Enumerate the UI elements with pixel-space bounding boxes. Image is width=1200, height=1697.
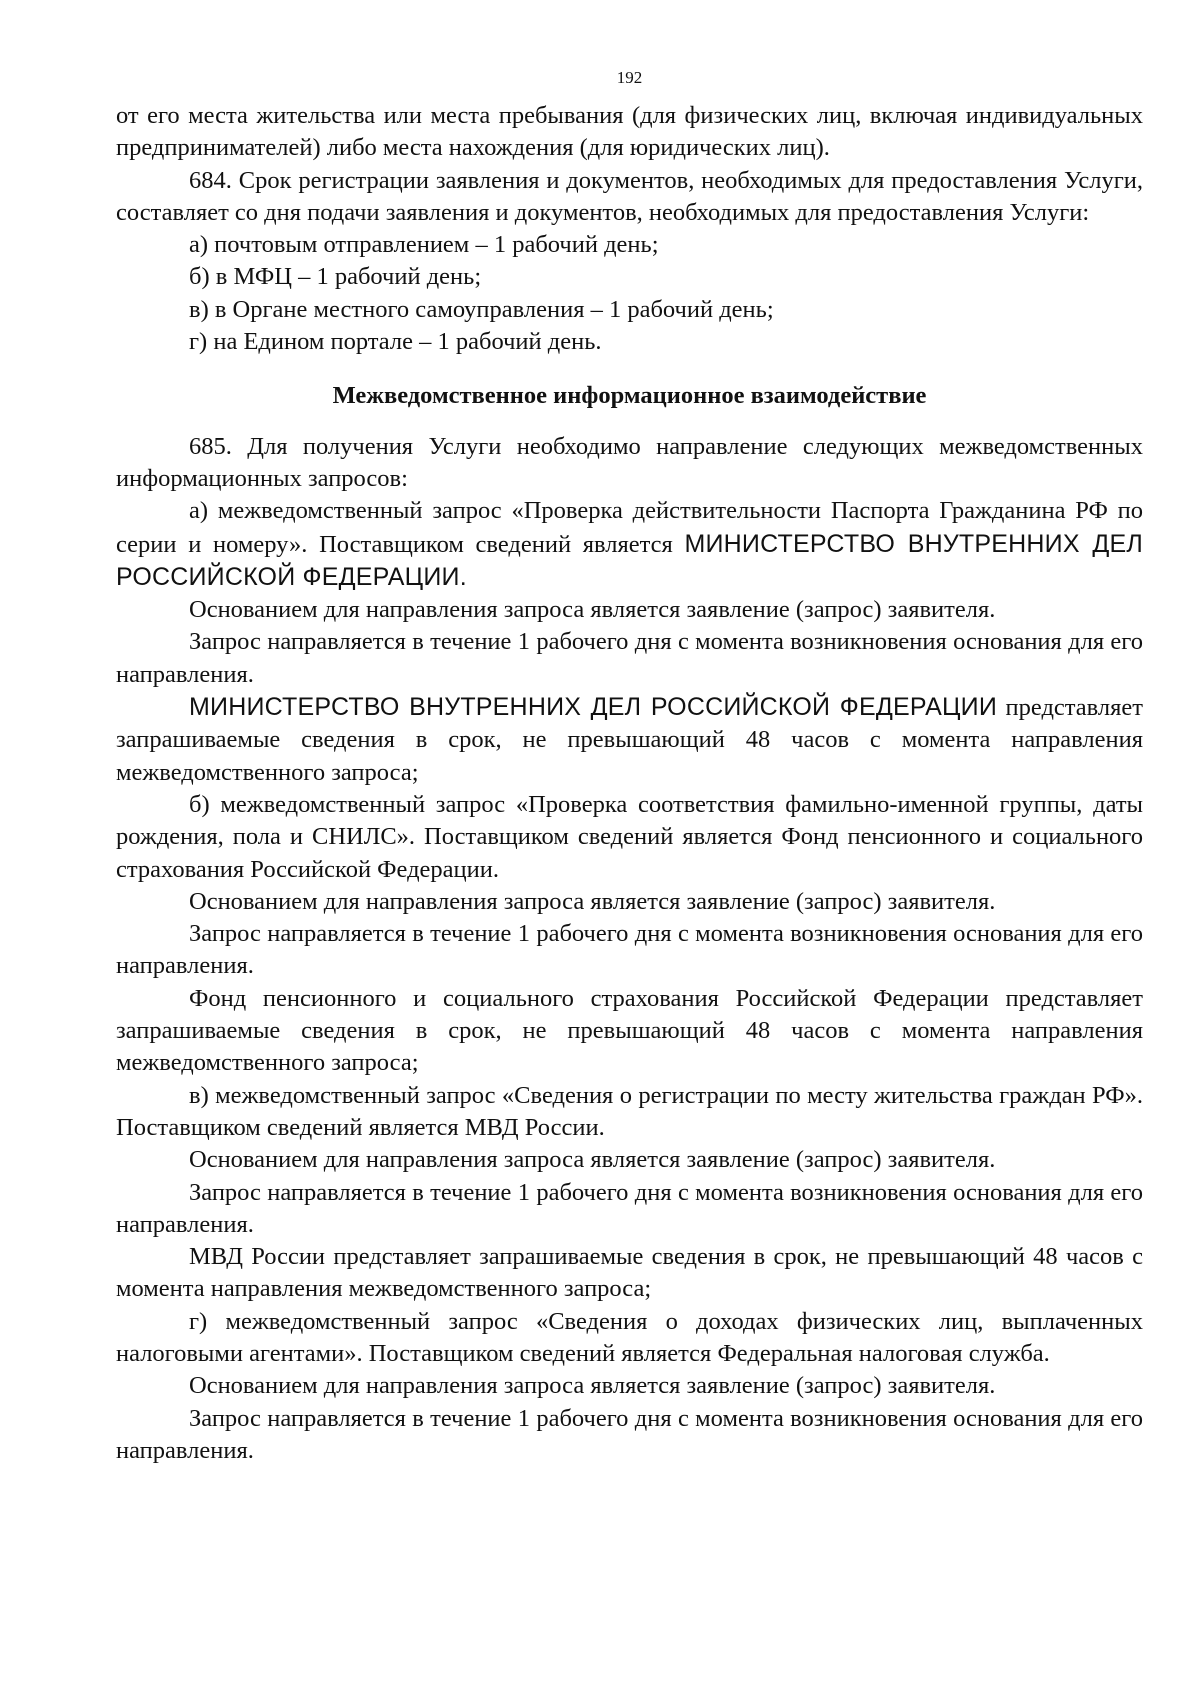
request-g-basis: Основанием для направления запроса является заявление (запрос) заявителя. — [189, 1372, 996, 1400]
request-v-provides: МВД России представляет запрашиваемые сведения в срок, не превышающий 48 часов с момента направления межведомственного запроса; — [116, 1243, 1143, 1303]
request-b-sent: Запрос направляется в течение 1 рабочего дня с момента возникновения основания для его направления. — [116, 920, 1143, 980]
request-v-basis: Основанием для направления запроса является заявление (запрос) заявителя. — [189, 1146, 996, 1174]
paragraph-685: 685. Для получения Услуги необходимо направление следующих межведомственных информационных запросов: — [116, 432, 1143, 492]
request-a-text: а) межведомственный запрос «Проверка действительности Паспорта Гражданина РФ по серии и номеру». Поставщиком сведений является — [116, 497, 1143, 558]
request-b-basis: Основанием для направления запроса является заявление (запрос) заявителя. — [189, 887, 996, 915]
list-item-g: г) на Едином портале – 1 рабочий день. — [189, 328, 602, 356]
paragraph-684: 684. Срок регистрации заявления и документов, необходимых для предоставления Услуги, составляет со дня подачи заявления и документов, необходимых для предоставления Услуги: — [116, 166, 1143, 226]
list-item-v: в) в Органе местного самоуправления – 1 рабочий день; — [189, 295, 774, 323]
request-g-sent: Запрос направляется в течение 1 рабочего дня с момента возникновения основания для его направления. — [116, 1404, 1143, 1464]
request-v-sent: Запрос направляется в течение 1 рабочего дня с момента возникновения основания для его направления. — [116, 1178, 1143, 1238]
request-a-supplier: МИНИСТЕРСТВО ВНУТРЕННИХ ДЕЛ РОССИЙСКОЙ ФЕДЕРАЦИИ. — [116, 529, 1143, 591]
page-number: 192 — [616, 68, 643, 87]
list-item-b: б) в МФЦ – 1 рабочий день; — [189, 263, 482, 291]
request-a-sent: Запрос направляется в течение 1 рабочего дня с момента возникновения основания для его направления. — [116, 628, 1143, 688]
paragraph-continuation: от его места жительства или места пребывания (для физических лиц, включая индивидуальных предпринимателей) либо места нахождения (для юридических лиц). — [116, 102, 1143, 162]
request-a — [116, 495, 1143, 594]
request-v: в) межведомственный запрос «Сведения о регистрации по месту жительства граждан РФ». Поставщиком сведений является МВД России. — [116, 1081, 1143, 1141]
request-a-provider: МИНИСТЕРСТВО ВНУТРЕННИХ ДЕЛ РОССИЙСКОЙ ФЕДЕРАЦИИ — [189, 693, 997, 722]
request-a-basis: Основанием для направления запроса является заявление (запрос) заявителя. — [189, 596, 996, 624]
request-g: г) межведомственный запрос «Сведения о доходах физических лиц, выплаченных налоговыми агентами». Поставщиком сведений является Федеральная налоговая служба. — [116, 1307, 1143, 1367]
request-b-provides: Фонд пенсионного и социального страхования Российской Федерации представляет запрашиваемые сведения в срок, не превышающий 48 часов с момента направления межведомственного запроса; — [116, 984, 1143, 1077]
list-item-a: а) почтовым отправлением – 1 рабочий день; — [189, 231, 659, 259]
request-a-provides-text: представляет запрашиваемые сведения в срок, не превышающий 48 часов с момента направления межведомственного запроса; — [116, 694, 1143, 786]
request-b: б) межведомственный запрос «Проверка соответствия фамильно-именной группы, даты рождения, пола и СНИЛС». Поставщиком сведений является Фонд пенсионного и социального страхования Российской Федерации. — [116, 790, 1143, 883]
request-a-provides — [116, 691, 1143, 789]
section-heading: Межведомственное информационное взаимодействие — [332, 382, 927, 410]
